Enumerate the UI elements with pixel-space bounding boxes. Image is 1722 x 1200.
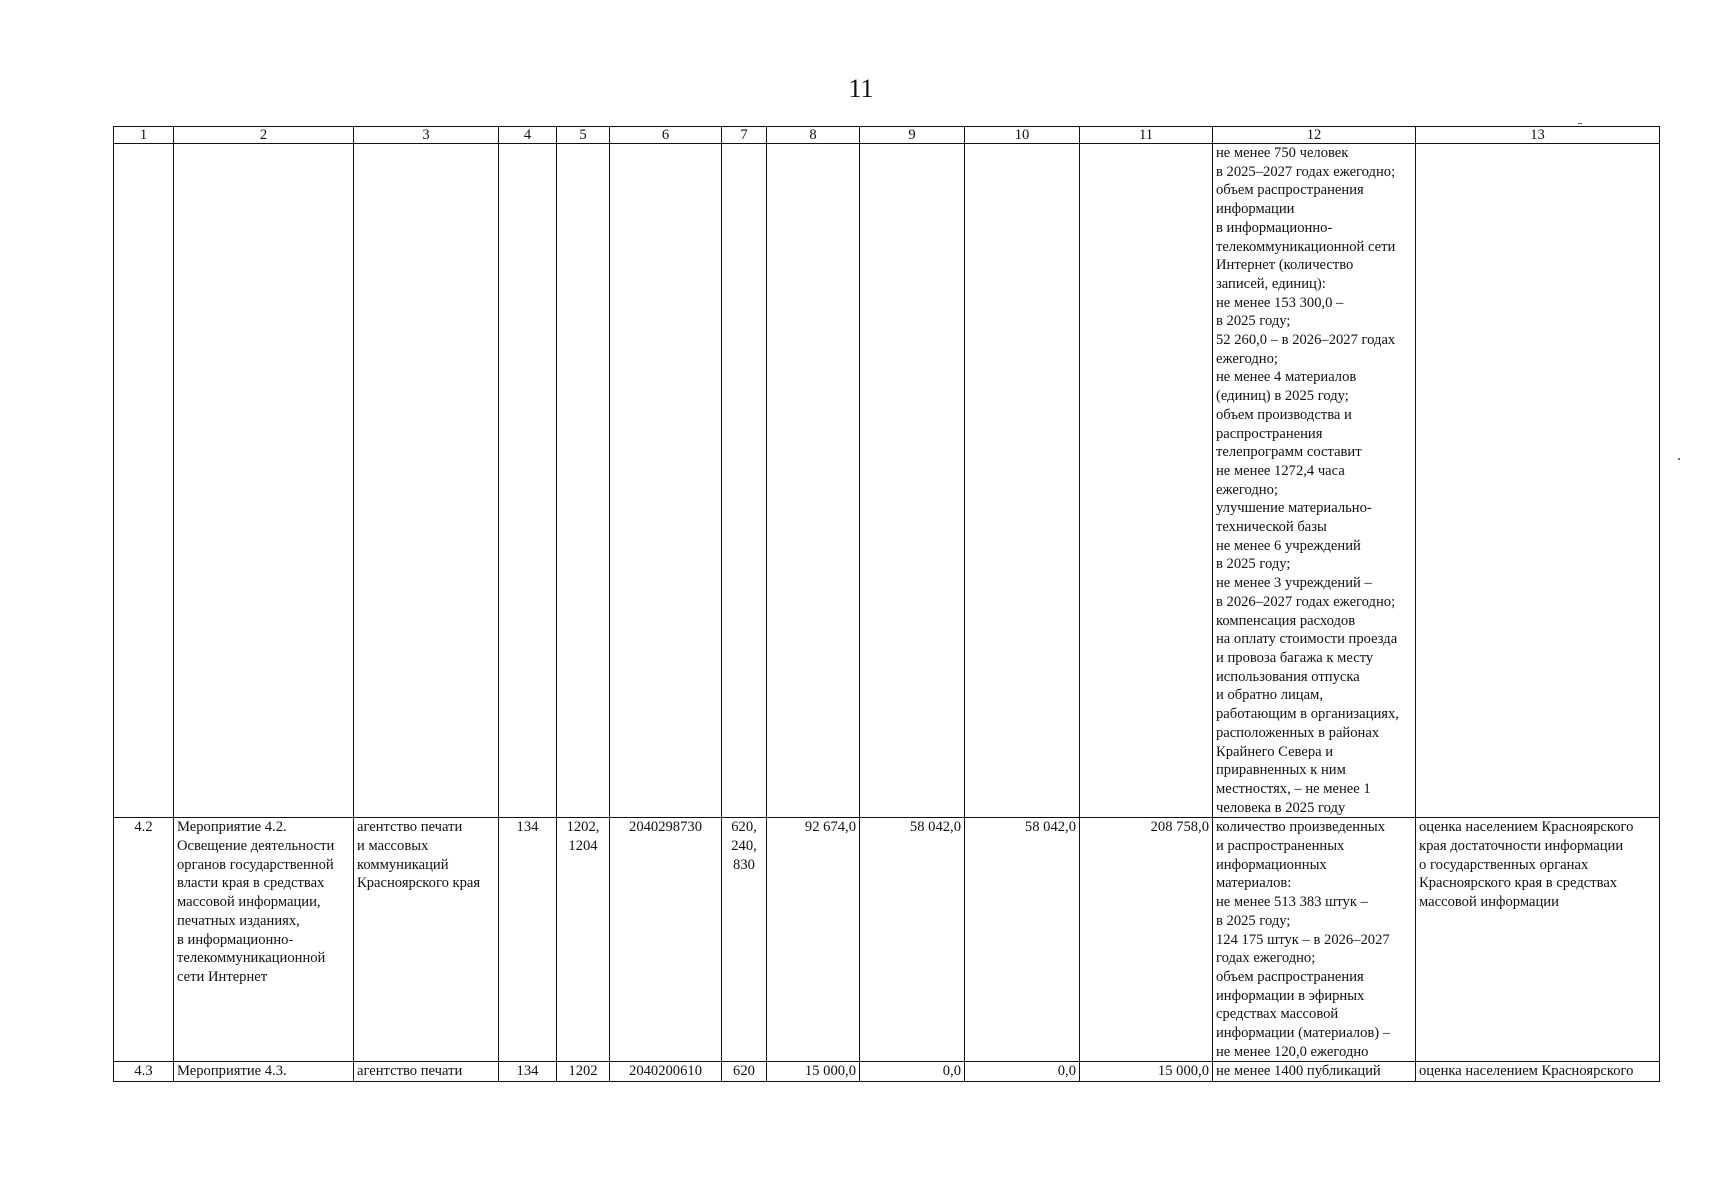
header-cell: 11 xyxy=(1080,127,1213,144)
rzpr-code: 1202 xyxy=(557,1062,610,1082)
amount-total: 208 758,0 xyxy=(1080,818,1213,1062)
header-cell: 8 xyxy=(767,127,860,144)
csr-code: 2040298730 xyxy=(610,818,722,1062)
header-cell: 7 xyxy=(722,127,767,144)
continuation-row xyxy=(114,144,1660,818)
scan-mark xyxy=(1578,123,1582,124)
expected-result: количество произведенных и распространенных информационных материалов: не менее 513 383 штук – в 2025 году; 124 175 штук – в 2026–2027 годах ежегодно; объем распространения информации в эфирных средствах массовой информации (материалов) – не менее 120,0 ежегодно xyxy=(1213,818,1416,1062)
expected-result: не менее 1400 публикаций xyxy=(1213,1062,1416,1082)
page-number: 11 xyxy=(848,74,874,103)
indicator: оценка населением Красноярского xyxy=(1416,1062,1660,1082)
amount-total: 15 000,0 xyxy=(1080,1062,1213,1082)
amount-2025: 92 674,0 xyxy=(767,818,860,1062)
executor: агентство печати и массовых коммуникаций Красноярского края xyxy=(354,818,499,1062)
header-cell: 6 xyxy=(610,127,722,144)
amount-2025: 15 000,0 xyxy=(767,1062,860,1082)
vr-code: 620, 240, 830 xyxy=(722,818,767,1062)
table-row xyxy=(114,818,1660,1062)
rzpr-code: 1202, 1204 xyxy=(557,818,610,1062)
header-cell: 2 xyxy=(174,127,354,144)
amount-2026: 58 042,0 xyxy=(860,818,965,1062)
header-cell: 13 xyxy=(1416,127,1660,144)
amount-2026: 0,0 xyxy=(860,1062,965,1082)
executor: агентство печати xyxy=(354,1062,499,1082)
grbs-code: 134 xyxy=(499,1062,557,1082)
scan-dot xyxy=(1678,458,1680,460)
header-cell: 4 xyxy=(499,127,557,144)
header-cell: 1 xyxy=(114,127,174,144)
measure-name: Мероприятие 4.2. Освещение деятельности органов государственной власти края в средствах массовой информации, печатных изданиях, в информационно- телекоммуникационной сети Интернет xyxy=(174,818,354,1062)
csr-code: 2040200610 xyxy=(610,1062,722,1082)
header-cell: 3 xyxy=(354,127,499,144)
row-number: 4.2 xyxy=(114,818,174,1062)
header-row xyxy=(114,127,1660,144)
indicator: оценка населением Красноярского края достаточности информации о государственных органах Красноярского края в средствах массовой информации xyxy=(1416,818,1660,1062)
header-cell: 10 xyxy=(965,127,1080,144)
row-number: 4.3 xyxy=(114,1062,174,1082)
vr-code: 620 xyxy=(722,1062,767,1082)
continuation-result-cell: не менее 750 человек в 2025–2027 годах ежегодно; объем распространения информации в информационно- телекоммуникационной сети Интернет (количество записей, единиц): не менее 153 300,0 – в 2025 году; 52 260,0 – в 2026–2027 годах ежегодно; не менее 4 материалов (единиц) в 2025 году; объем производства и распространения телепрограмм составит не менее 1272,4 часа ежегодно; улучшение материально- технической базы не менее 6 учреждений в 2025 году; не менее 3 учреждений – в 2026–2027 годах ежегодно; компенсация расходов на оплату стоимости проезда и провоза багажа к месту использования отпуска и обратно лицам, работающим в организациях, расположенных в районах Крайнего Севера и приравненных к ним местностях, – не менее 1 человека в 2025 году xyxy=(1213,144,1416,818)
amount-2027: 58 042,0 xyxy=(965,818,1080,1062)
table-row xyxy=(114,1062,1660,1082)
header-cell: 12 xyxy=(1213,127,1416,144)
amount-2027: 0,0 xyxy=(965,1062,1080,1082)
header-cell: 9 xyxy=(860,127,965,144)
header-cell: 5 xyxy=(557,127,610,144)
program-measures-table xyxy=(113,126,1660,1082)
measure-name: Мероприятие 4.3. xyxy=(174,1062,354,1082)
grbs-code: 134 xyxy=(499,818,557,1062)
